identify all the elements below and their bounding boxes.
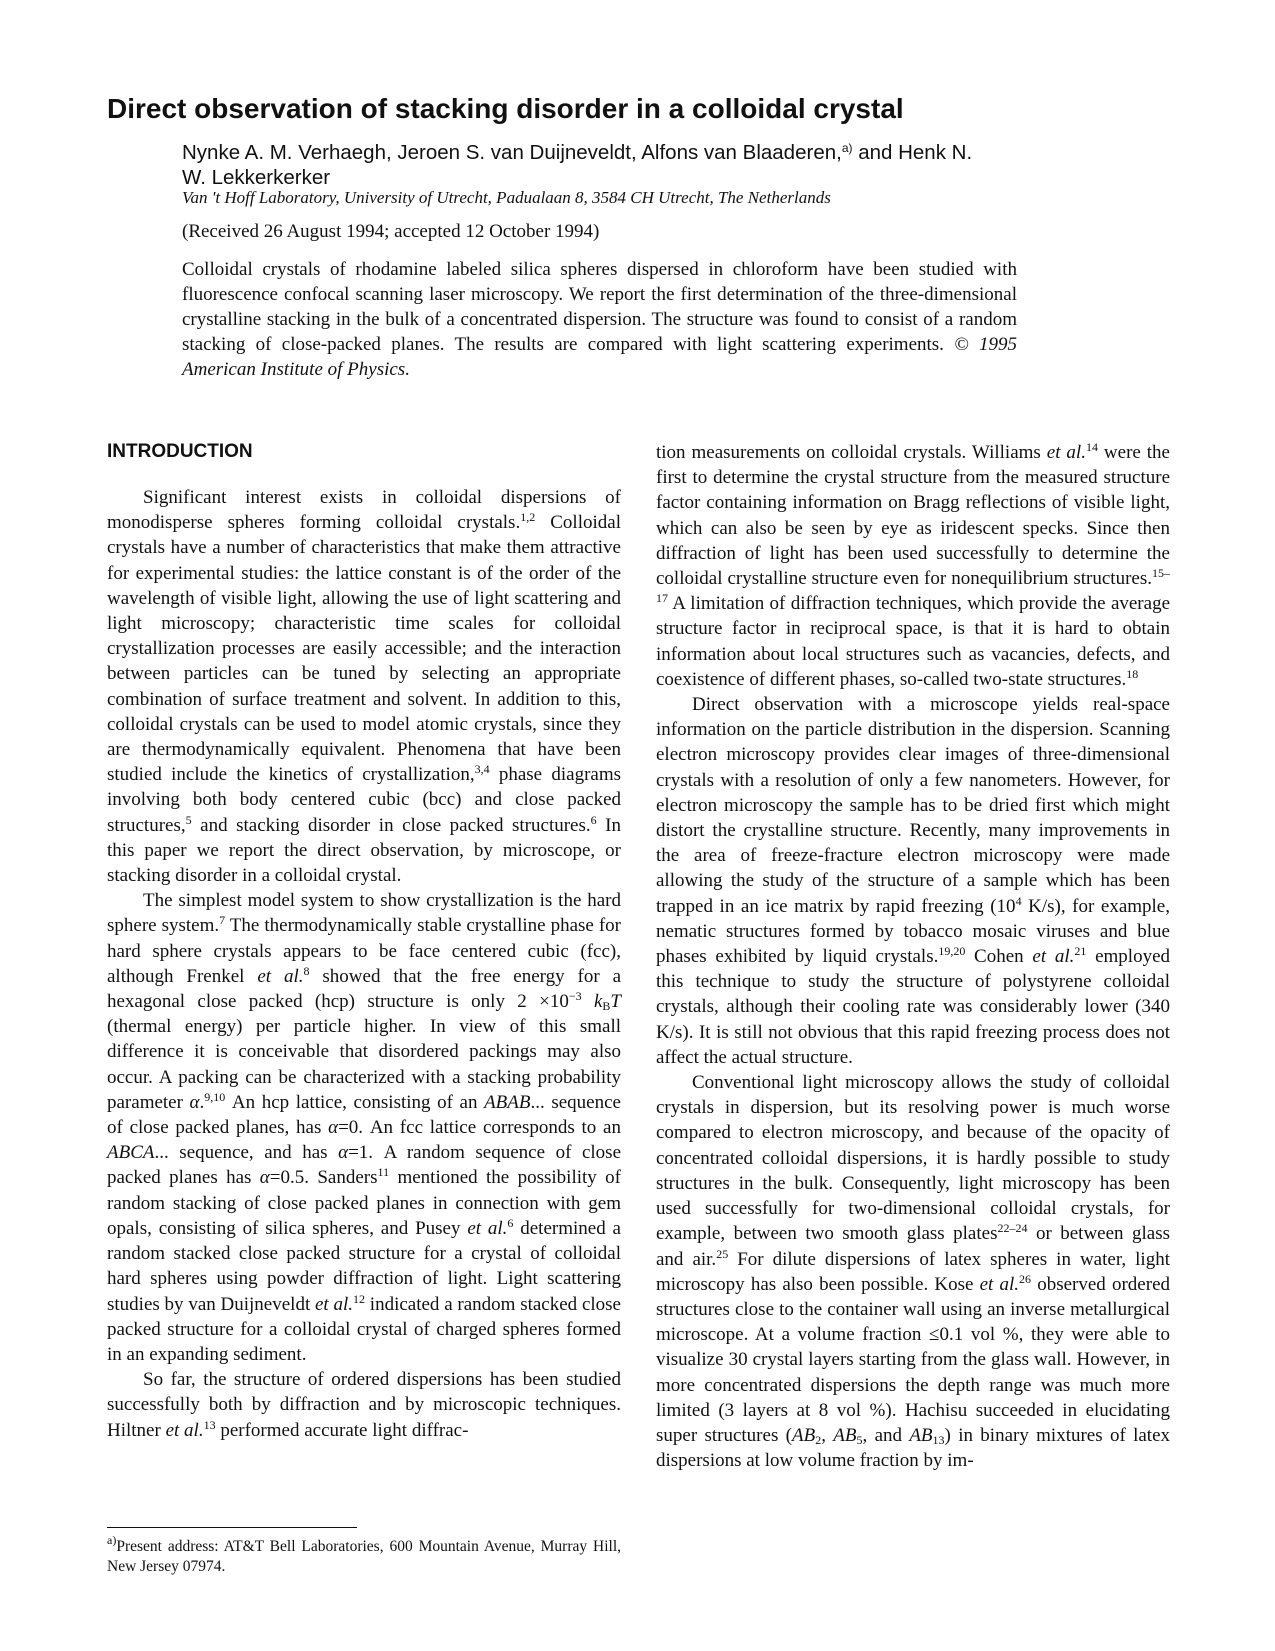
author-list — [182, 140, 982, 190]
body-paragraph-continued: tion measurements on colloidal crystals. Williams et al.$^{14}$ were the first to determine the crystal structure from the measured structure factor containing information on Bragg reflections of visible light, which can also be seen by eye as iridescent specks. Since then diffraction of light has been used successfully to determine the colloidal crystalline structure even for nonequilibrium structures.$^{15-17}$ A limitation of diffraction techniques, which provide the average structure factor in reciprocal space, is that it is hard to obtain information about local structures such as vacancies, defects, and coexistence of different phases, so-called two-state structures.$^{18}$ — [656, 440, 1170, 690]
copyright-notice: © 1995 American Institute of Physics. — [182, 334, 1017, 380]
right-column — [656, 440, 1170, 1473]
author-names: Nynke A. M. Verhaegh, Jeroen S. van Duijneveldt, Alfons van Blaaderen, — [182, 141, 842, 164]
paper-title: Direct observation of stacking disorder in a colloidal crystal — [107, 93, 904, 124]
body-paragraph: So far, the structure of ordered dispersions has been studied successfully both by diffraction and by microscopic techniques. Hiltner et al.$^{13}$ performed accurate light diffrac- — [107, 1369, 621, 1441]
abstract — [182, 257, 1017, 382]
received-dates: (Received 26 August 1994; accepted 12 October 1994) — [182, 221, 600, 242]
body-paragraph: Conventional light microscopy allows the study of colloidal crystals in dispersion, but its resolving power is much worse compared to electron microscopy, and because of the opacity of concentrated colloidal dispersions, it is hardly possible to study structures in the bulk. Consequently, light microscopy has been used successfully for two-dimensional colloidal crystals, for example, between two smooth glass plates$^{22-24}$ or between glass and air.$^{25}$ For dilute dispersions of latex spheres in water, light microscopy has also been possible. Kose et al.$^{26}$ observed ordered structures close to the container wall using an inverse metallurgical microscope. At a volume fraction ≤0.1 vol %, they were able to visualize 30 crystal layers starting from the glass wall. However, in more concentrated dispersions the depth range was much more limited (3 layers at 8 vol %). Hachisu succeeded in elucidating super structures ($AB_2$, $AB_5$, and $AB_{13}$) in binary mixtures of latex dispersions at low volume fraction by im- — [656, 1072, 1171, 1472]
section-heading: INTRODUCTION — [107, 441, 253, 462]
body-paragraph: The simplest model system to show crystallization is the hard sphere system.$^7$ The thermodynamically stable crystalline phase for hard sphere crystals appears to be face centered cubic (fcc), although Frenkel et al.$^8$ showed that the free energy for a hexagonal close packed (hcp) structure is only $2 \times 10^{-3}$ $k_BT$ (thermal energy) per particle higher. In view of this small difference it is conceivable that disordered packings may also occur. A packing can be characterized with a stacking probability parameter α.$^{9,10}$ An hcp lattice, consisting of an ABAB... sequence of close packed planes, has α=0. An fcc lattice corresponds to an ABCA... sequence, and has α=1. A random sequence of close packed planes has α=0.5. Sanders$^{11}$ mentioned the possibility of random stacking of close packed planes in connection with gem opals, consisting of silica spheres, and Pusey et al.$^6$ determined a random stacked close packed structure for a crystal of colloidal hard spheres using powder diffraction of light. Light scattering studies by van Duijneveldt et al.$^{12}$ indicated a random stacked close packed structure for a colloidal crystal of charged spheres formed in an expanding sediment. — [107, 890, 622, 1365]
author-footnote-mark: a) — [841, 141, 853, 155]
body-paragraph: Significant interest exists in colloidal dispersions of monodisperse spheres forming colloidal crystals.$^{1,2}$ Colloidal crystals have a number of characteristics that make them attractive for experimental studies: the lattice constant is of the order of the wavelength of visible light, allowing the use of light scattering and light microscopy; characteristic time scales for colloidal crystallization processes are easily accessible; and the interaction between particles can be tuned by selecting an appropriate combination of surface treatment and solvent. In addition to this, colloidal crystals can be used to model atomic crystals, since they are thermodynamically equivalent. Phenomena that have been studied include the kinetics of crystallization,$^{3,4}$ phase diagrams involving both body centered cubic (bcc) and close packed structures,$^5$ and stacking disorder in close packed structures.$^6$ In this paper we report the direct observation, by microscope, or stacking disorder in a colloidal crystal. — [107, 487, 622, 887]
footnote-mark: a) — [107, 1533, 117, 1547]
footnote-rule — [107, 1527, 357, 1528]
left-column — [107, 440, 621, 1443]
footnote — [107, 1533, 621, 1577]
body-paragraph: Direct observation with a microscope yields real-space information on the particle distribution in the dispersion. Scanning electron microscopy provides clear images of three-dimensional crystals with a resolution of only a few nanometers. However, for electron microscopy the sample has to be dried first which might distort the crystalline structure. Recently, many improvements in the area of freeze-fracture electron microscopy were made allowing the study of the structure of a sample which has been trapped in an ice matrix by rapid freezing ($10^4$ K/s), for example, nematic structures formed by tobacco mosaic viruses and blue phases exhibited by liquid crystals.$^{19,20}$ Cohen et al.$^{21}$ employed this technique to study the structure of polystyrene colloidal crystals, although their cooling rate was considerably lower (340 K/s). It is still not obvious that this rapid freezing process does not affect the actual structure. — [656, 694, 1170, 1068]
affiliation: Van 't Hoff Laboratory, University of Utrecht, Padualaan 8, 3584 CH Utrecht, The Netherlands — [182, 188, 831, 207]
author-names-tail: and Henk N. W. Lekkerkerker — [182, 141, 973, 189]
footnote-text: Present address: AT&T Bell Laboratories, 600 Mountain Avenue, Murray Hill, New Jersey 07974. — [107, 1538, 621, 1575]
abstract-text: Colloidal crystals of rhodamine labeled silica spheres dispersed in chloroform have been studied with fluorescence confocal scanning laser microscopy. We report the first determination of the three-dimensional crystalline stacking in the bulk of a concentrated dispersion. The structure was found to consist of a random stacking of close-packed planes. The results are compared with light scattering experiments. — [182, 259, 1017, 355]
